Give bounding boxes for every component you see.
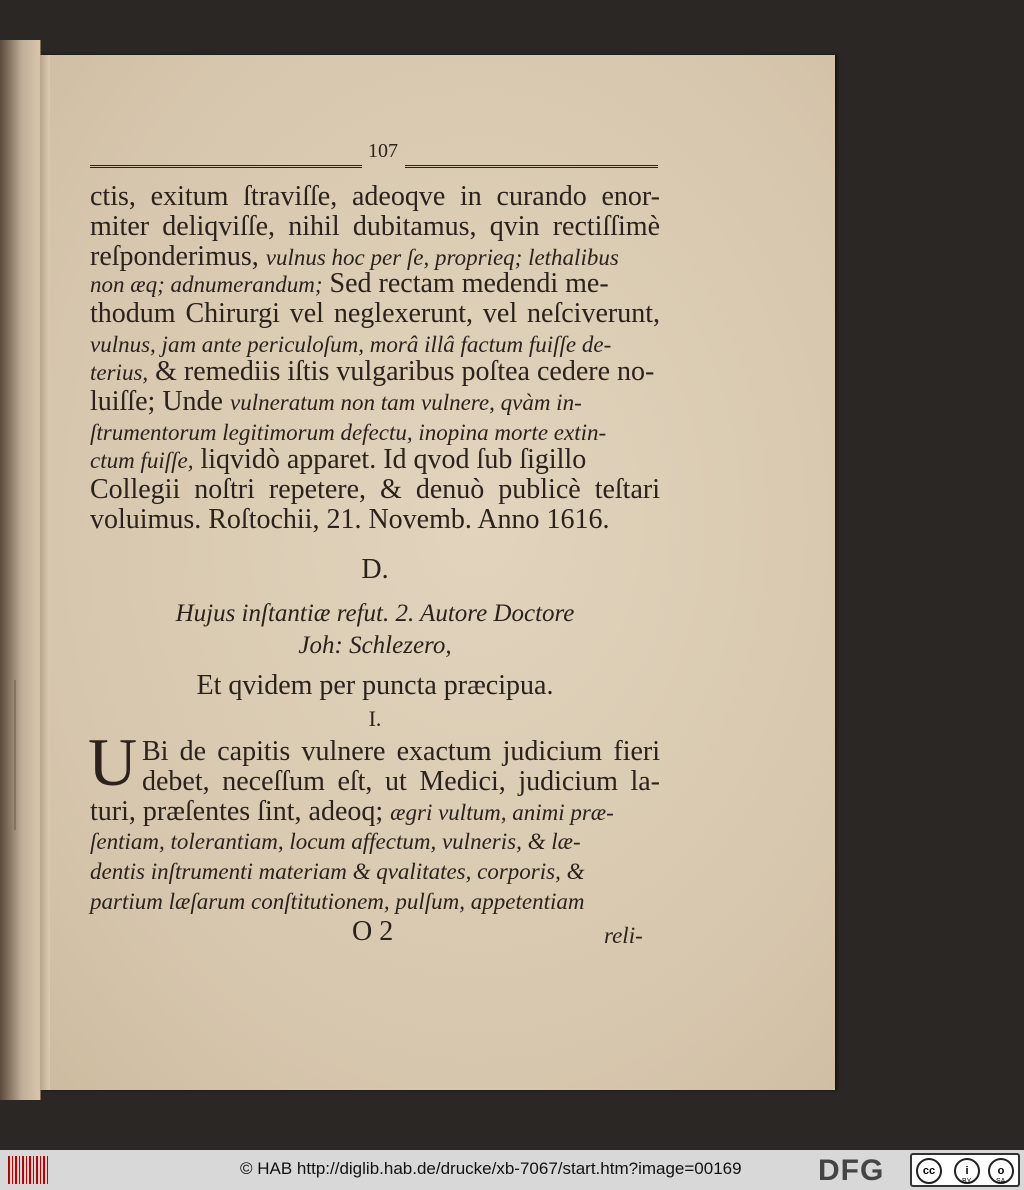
text-line: ſentiam, tolerantiam, locum affectum, vulneris, & læ-: [90, 829, 581, 854]
italic-span: ſtrumentorum legitimorum defectu, inopina morte extin-: [90, 420, 607, 445]
text-line: Collegii noſtri repetere, & denuò publicè teſtari: [90, 474, 660, 505]
cc-icon: cc: [916, 1158, 942, 1184]
text-span: liqvidò apparet. Id qvod ſub ſigillo: [200, 444, 587, 475]
italic-span: vulnus, jam ante periculoſum, morâ illâ factum fuiſſe de-: [90, 332, 612, 357]
text-line: thodum Chirurgi vel neglexerunt, vel neſciverunt,: [90, 298, 660, 329]
barcode-icon: [8, 1156, 48, 1184]
section-letter: D.: [361, 554, 389, 585]
italic-span: terius,: [90, 360, 149, 385]
italic-span: ægri vultum, animi præ-: [390, 800, 614, 825]
italic-span: ctum fuiſſe,: [90, 448, 194, 473]
text-line: [90, 446, 660, 475]
page-number: 107: [368, 140, 398, 162]
text-line: [90, 270, 660, 299]
text-line: ctis, exitum ſtraviſſe, adeoqve in curando enor-: [90, 181, 660, 212]
adjacent-page-edge: [0, 40, 41, 1100]
section-subtitle: Hujus inſtantiæ refut. 2. Autore Doctore: [175, 600, 575, 627]
sa-icon: o: [988, 1158, 1014, 1184]
header-rule-left: [90, 165, 362, 168]
drop-capital: U: [88, 724, 138, 800]
copyright-link[interactable]: © HAB http://diglib.hab.de/drucke/xb-7067/start.htm?image=00169: [240, 1159, 742, 1178]
text-line: [90, 418, 660, 447]
section-number: I.: [368, 706, 382, 731]
italic-span: non æq; adnumerandum;: [90, 272, 323, 297]
text-line: [90, 388, 660, 417]
by-label: BY: [962, 1178, 972, 1185]
section-author: Joh: Schlezero,: [298, 632, 452, 659]
header-rule-right: [405, 165, 658, 168]
text-span: turi, præſentes ſint, adeoq;: [90, 796, 384, 827]
text-span: & remediis iſtis vulgaribus poſtea cedere no-: [155, 356, 655, 387]
italic-span: vulnus hoc per ſe, proprieq; lethalibus: [265, 245, 619, 270]
text-line: partium læſarum conſtitutionem, pulſum, appetentiam: [90, 889, 585, 914]
text-line: [90, 798, 660, 827]
cc-license-badge[interactable]: [910, 1153, 1020, 1187]
text-line: Bi de capitis vulnere exactum judicium fieri: [142, 736, 660, 767]
text-span: luiſſe; Unde: [90, 386, 223, 417]
text-line: [90, 330, 660, 359]
viewer-footer: [0, 1150, 1024, 1190]
by-icon: i: [954, 1158, 980, 1184]
text-span: Sed rectam medendi me-: [329, 268, 609, 299]
text-line: dentis inſtrumenti materiam & qvalitates, corporis, &: [90, 859, 585, 884]
page-gutter: [40, 55, 50, 1090]
sa-label: SA: [996, 1178, 1006, 1185]
signature-mark: O 2: [352, 916, 394, 947]
catchword: reli-: [604, 923, 643, 948]
text-line: miter deliqviſſe, nihil dubitamus, qvin rectiſſimè: [90, 211, 660, 242]
page-edge-marks: [14, 680, 32, 830]
text-line: voluimus. Roſtochii, 21. Novemb. Anno 1616.: [90, 504, 610, 535]
section-heading: Et qvidem per puncta præcipua.: [196, 670, 554, 701]
dfg-logo: DFG: [818, 1154, 885, 1187]
text-line: debet, neceſſum eſt, ut Medici, judicium la-: [142, 766, 660, 797]
italic-span: vulneratum non tam vulnere, qvàm in-: [229, 390, 582, 415]
text-span: reſponderimus,: [90, 241, 259, 272]
text-line: [90, 358, 660, 387]
